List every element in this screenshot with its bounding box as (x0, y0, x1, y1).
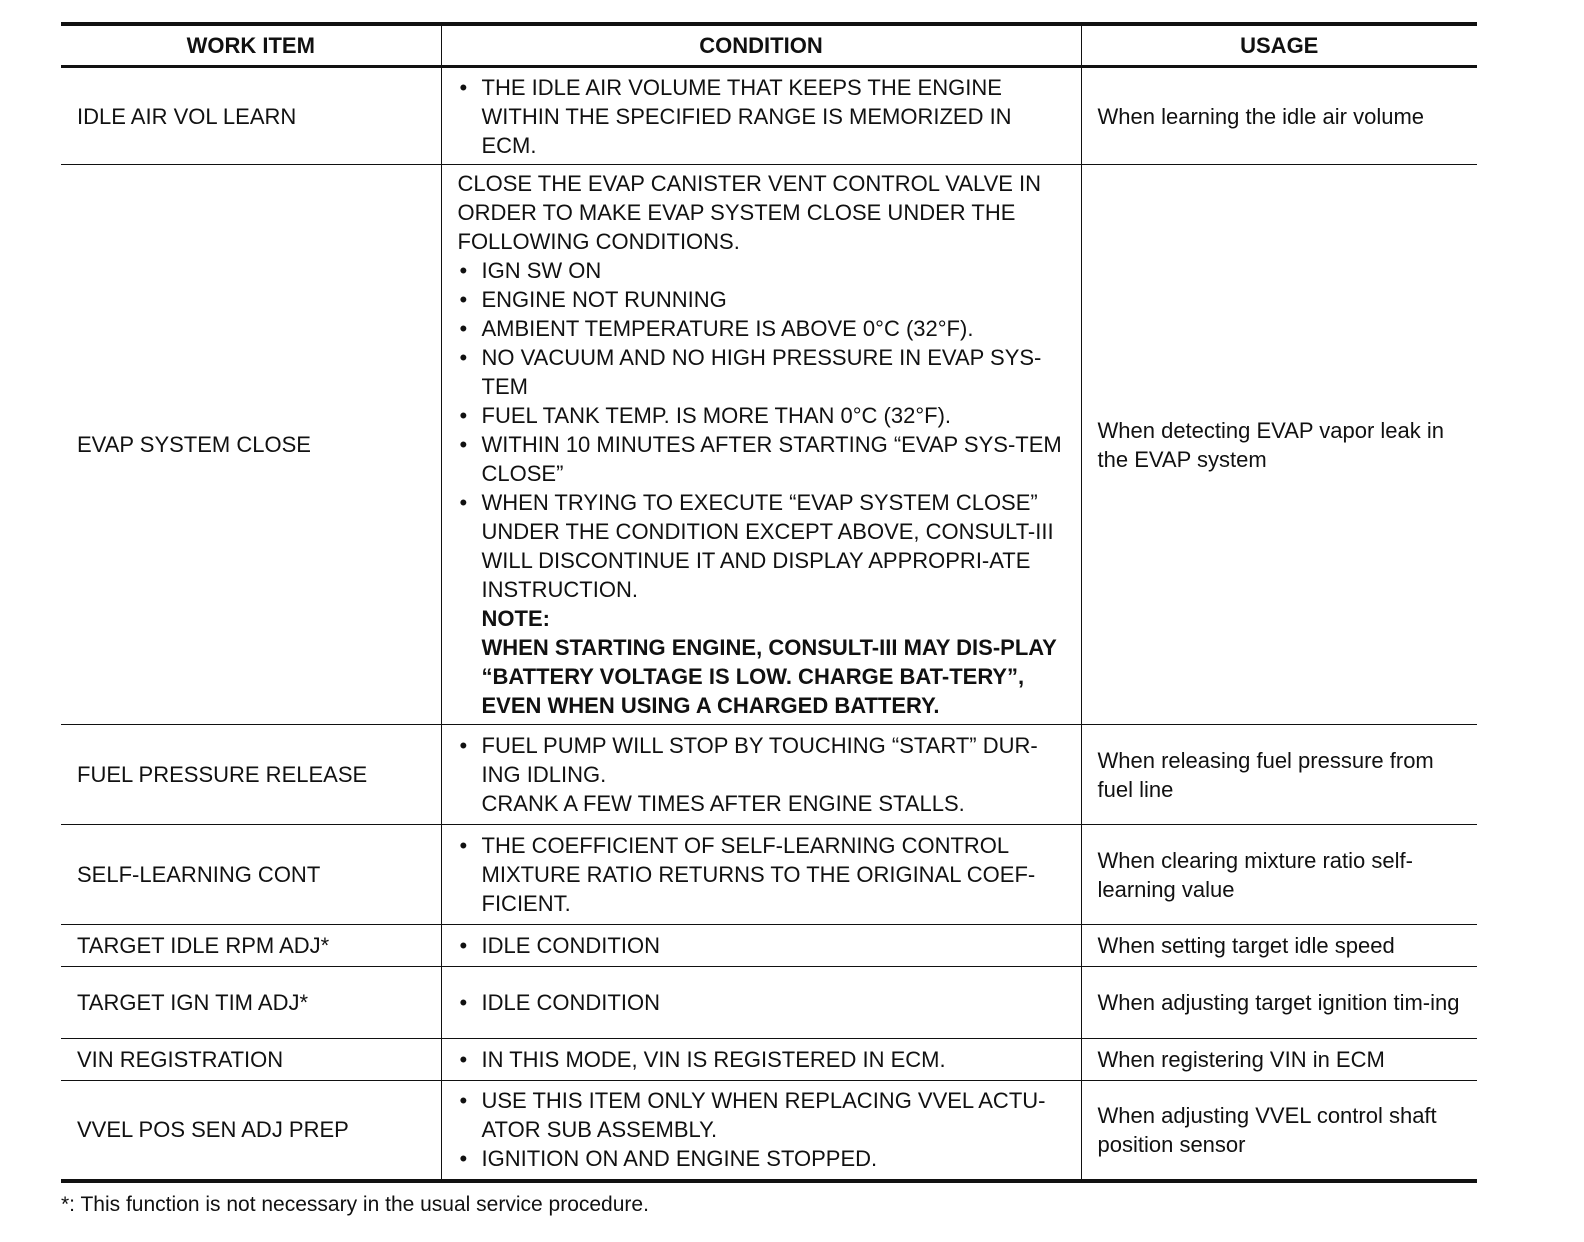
table-row (61, 725, 1477, 825)
condition-cell (441, 825, 1081, 925)
table-row (61, 825, 1477, 925)
condition-cell (441, 67, 1081, 165)
usage-cell: When detecting EVAP vapor leak in the EVAP system (1081, 165, 1477, 725)
condition-bullet: • WHEN TRYING TO EXECUTE “EVAP SYSTEM CLOSE” UNDER THE CONDITION EXCEPT ABOVE, CONSULT-III WILL DISCONTINUE IT AND DISPLAY APPROPRI-ATE INSTRUCTION. (458, 488, 1071, 604)
condition-bullet: • IDLE CONDITION (458, 988, 1071, 1017)
work-item-cell: VVEL POS SEN ADJ PREP (61, 1081, 441, 1181)
note-text: WHEN STARTING ENGINE, CONSULT-III MAY DIS-PLAY “BATTERY VOLTAGE IS LOW. CHARGE BAT-TERY”, EVEN WHEN USING A CHARGED BATTERY. (481, 635, 1057, 718)
header-condition: CONDITION (441, 24, 1081, 67)
work-item-cell: EVAP SYSTEM CLOSE (61, 165, 441, 725)
note-heading: NOTE: (481, 606, 550, 631)
condition-bullet-list (458, 931, 1071, 960)
header-usage: USAGE (1081, 24, 1477, 67)
condition-bullet: • NO VACUUM AND NO HIGH PRESSURE IN EVAP SYS-TEM (458, 343, 1071, 401)
condition-bullet: • AMBIENT TEMPERATURE IS ABOVE 0°C (32°F). (458, 314, 1071, 343)
work-item-cell: SELF-LEARNING CONT (61, 825, 441, 925)
condition-bullet: • FUEL TANK TEMP. IS MORE THAN 0°C (32°F). (458, 401, 1071, 430)
work-item-cell: IDLE AIR VOL LEARN (77, 103, 297, 129)
usage-cell: When setting target idle speed (1081, 925, 1477, 967)
table-header-row (61, 24, 1477, 67)
table-body (61, 67, 1477, 1181)
table-row (61, 925, 1477, 967)
usage-cell: When adjusting VVEL control shaft position sensor (1081, 1081, 1477, 1181)
condition-cell (441, 1081, 1081, 1181)
usage-cell: When registering VIN in ECM (1081, 1039, 1477, 1081)
work-item-table-container (61, 22, 1477, 1183)
work-item-table (61, 22, 1477, 1183)
condition-bullet: • THE COEFFICIENT OF SELF-LEARNING CONTROL MIXTURE RATIO RETURNS TO THE ORIGINAL COEF-FICIENT. (458, 831, 1071, 918)
footnote: *: This function is not necessary in the usual service procedure. (61, 1193, 649, 1216)
condition-bullet: • USE THIS ITEM ONLY WHEN REPLACING VVEL ACTU-ATOR SUB ASSEMBLY. (458, 1086, 1071, 1144)
condition-bullet-list (458, 1086, 1071, 1173)
condition-intro-line: ORDER TO MAKE EVAP SYSTEM CLOSE UNDER THE (457, 200, 1016, 225)
condition-cell (441, 1039, 1081, 1081)
condition-bullet: • WITHIN 10 MINUTES AFTER STARTING “EVAP SYS-TEM CLOSE” (458, 430, 1071, 488)
condition-bullet: • IGN SW ON (458, 256, 1071, 285)
table-row (61, 1081, 1477, 1181)
condition-bullet-list (458, 73, 1071, 160)
table-row (61, 967, 1477, 1039)
usage-cell: When adjusting target ignition tim-ing (1081, 967, 1477, 1039)
condition-bullet: • ENGINE NOT RUNNING (458, 285, 1071, 314)
condition-cell (441, 925, 1081, 967)
table-row (61, 165, 1477, 725)
table-row (61, 67, 1477, 165)
work-item-cell: VIN REGISTRATION (61, 1039, 441, 1081)
work-item-cell: TARGET IDLE RPM ADJ* (61, 925, 441, 967)
condition-bullet-list (458, 731, 1071, 789)
condition-intro-line: CLOSE THE EVAP CANISTER VENT CONTROL VALVE IN (457, 171, 1042, 196)
condition-bullet: • IGNITION ON AND ENGINE STOPPED. (458, 1144, 1071, 1173)
usage-cell: When learning the idle air volume (1081, 67, 1477, 165)
condition-bullet-list (458, 831, 1071, 918)
usage-cell: When clearing mixture ratio self-learning value (1081, 825, 1477, 925)
condition-cell (441, 165, 1081, 725)
condition-bullet-list (458, 1045, 1071, 1074)
header-work-item: WORK ITEM (61, 24, 441, 67)
condition-intro-line: FOLLOWING CONDITIONS. (457, 229, 740, 254)
condition-bullet: • IDLE CONDITION (458, 931, 1071, 960)
condition-cell (441, 967, 1081, 1039)
table-row (61, 1039, 1477, 1081)
condition-cell (441, 725, 1081, 825)
condition-bullet-list (458, 256, 1071, 604)
condition-continuation: CRANK A FEW TIMES AFTER ENGINE STALLS. (481, 791, 965, 816)
work-item-cell: TARGET IGN TIM ADJ* (61, 967, 441, 1039)
condition-bullet-list (458, 988, 1071, 1017)
condition-bullet: • THE IDLE AIR VOLUME THAT KEEPS THE ENGINE WITHIN THE SPECIFIED RANGE IS MEMORIZED IN ECM. (458, 73, 1071, 160)
work-item-cell: FUEL PRESSURE RELEASE (61, 725, 441, 825)
usage-cell: When releasing fuel pressure from fuel line (1081, 725, 1477, 825)
condition-bullet: • FUEL PUMP WILL STOP BY TOUCHING “START” DUR-ING IDLING. (458, 731, 1071, 789)
condition-bullet: • IN THIS MODE, VIN IS REGISTERED IN ECM. (458, 1045, 1071, 1074)
